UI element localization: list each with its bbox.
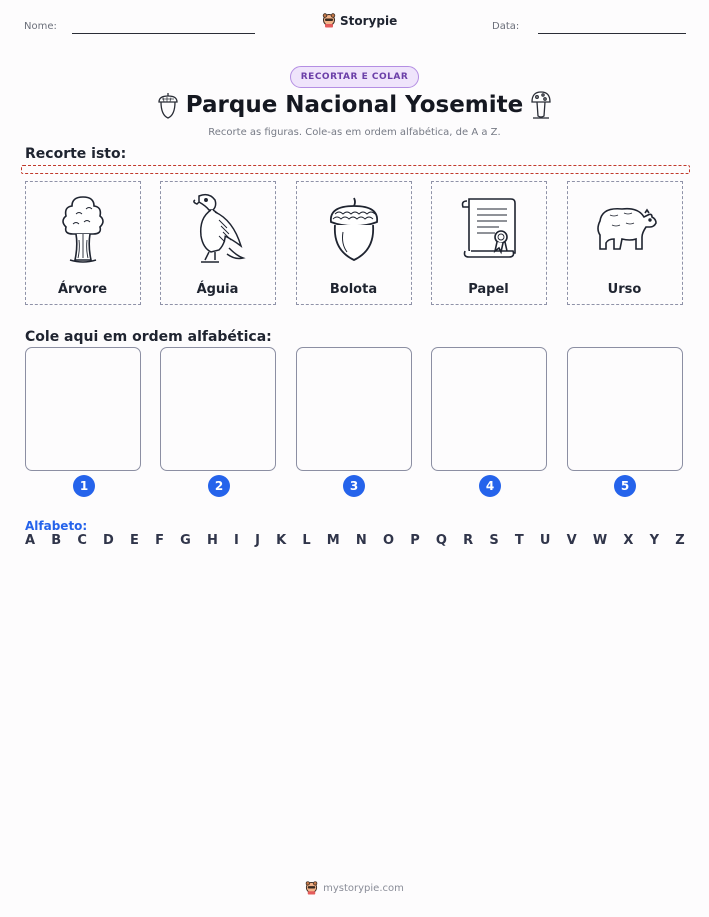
alphabet-letter: H xyxy=(206,533,218,548)
card-label: Urso xyxy=(607,282,642,297)
cut-card-acorn[interactable] xyxy=(296,181,412,305)
alphabet-letter: A xyxy=(25,533,36,548)
alphabet-letter: F xyxy=(155,533,164,548)
alphabet-letter: Q xyxy=(435,533,447,548)
alphabet-letter: K xyxy=(276,533,287,548)
alphabet-letter: B xyxy=(51,533,62,548)
paste-box-3[interactable] xyxy=(296,347,412,471)
alphabet-letter: J xyxy=(255,533,260,548)
mushroom-decoration-icon xyxy=(530,90,552,120)
card-label: Papel xyxy=(468,282,509,297)
alphabet-letter: R xyxy=(463,533,474,548)
number-badge: 2 xyxy=(208,475,230,497)
instructions: Recorte as figuras. Cole-as em ordem alfabética, de A a Z. xyxy=(208,127,501,138)
card-label: Bolota xyxy=(329,282,378,297)
alphabet-row xyxy=(25,533,685,548)
brand-logo xyxy=(322,13,397,28)
number-badge: 5 xyxy=(614,475,636,497)
paste-section-heading: Cole aqui em ordem alfabética: xyxy=(25,329,272,345)
alphabet-letter: G xyxy=(180,533,191,548)
alphabet-letter: M xyxy=(326,533,340,548)
name-line[interactable] xyxy=(72,33,255,34)
cut-line xyxy=(21,165,690,174)
alphabet-letter: E xyxy=(130,533,139,548)
cut-card-scroll[interactable] xyxy=(431,181,547,305)
page-title: Parque Nacional Yosemite xyxy=(185,92,524,118)
alphabet-letter: N xyxy=(355,533,367,548)
activity-tag: RECORTAR E COLAR xyxy=(290,66,419,88)
eagle-icon xyxy=(161,190,274,268)
alphabet-letter: Y xyxy=(649,533,660,548)
footer-url[interactable]: mystorypie.com xyxy=(323,882,404,894)
alphabet-letter: I xyxy=(234,533,239,548)
card-label: Árvore xyxy=(57,282,108,297)
paste-box-2[interactable] xyxy=(160,347,276,471)
date-label: Data: xyxy=(492,21,520,32)
name-label: Nome: xyxy=(24,21,57,32)
acorn-icon xyxy=(297,190,410,268)
paste-box-5[interactable] xyxy=(567,347,683,471)
alphabet-letter: D xyxy=(103,533,114,548)
alphabet-letter: P xyxy=(410,533,420,548)
alphabet-letter: Z xyxy=(675,533,685,548)
alphabet-letter: W xyxy=(592,533,608,548)
cut-card-bear[interactable] xyxy=(567,181,683,305)
storypie-mascot-icon xyxy=(305,881,318,895)
brand-name: Storypie xyxy=(340,13,398,28)
bear-icon xyxy=(568,190,681,268)
alphabet-letter: L xyxy=(302,533,311,548)
alphabet-heading: Alfabeto: xyxy=(25,519,88,533)
alphabet-letter: C xyxy=(77,533,87,548)
storypie-mascot-icon xyxy=(322,13,336,28)
paste-box-4[interactable] xyxy=(431,347,547,471)
number-badge: 1 xyxy=(73,475,95,497)
alphabet-letter: O xyxy=(382,533,395,548)
paste-box-1[interactable] xyxy=(25,347,141,471)
alphabet-letter: V xyxy=(566,533,577,548)
alphabet-letter: S xyxy=(489,533,499,548)
alphabet-letter: U xyxy=(539,533,551,548)
card-label: Águia xyxy=(196,282,239,297)
number-badge: 3 xyxy=(343,475,365,497)
cut-card-eagle[interactable] xyxy=(160,181,276,305)
scroll-icon xyxy=(432,190,545,268)
cut-section-heading: Recorte isto: xyxy=(25,146,127,162)
tree-icon xyxy=(26,190,139,268)
alphabet-letter: X xyxy=(623,533,634,548)
footer xyxy=(0,881,709,895)
cut-card-tree[interactable] xyxy=(25,181,141,305)
date-line[interactable] xyxy=(538,33,686,34)
alphabet-letter: T xyxy=(514,533,524,548)
number-badge: 4 xyxy=(479,475,501,497)
